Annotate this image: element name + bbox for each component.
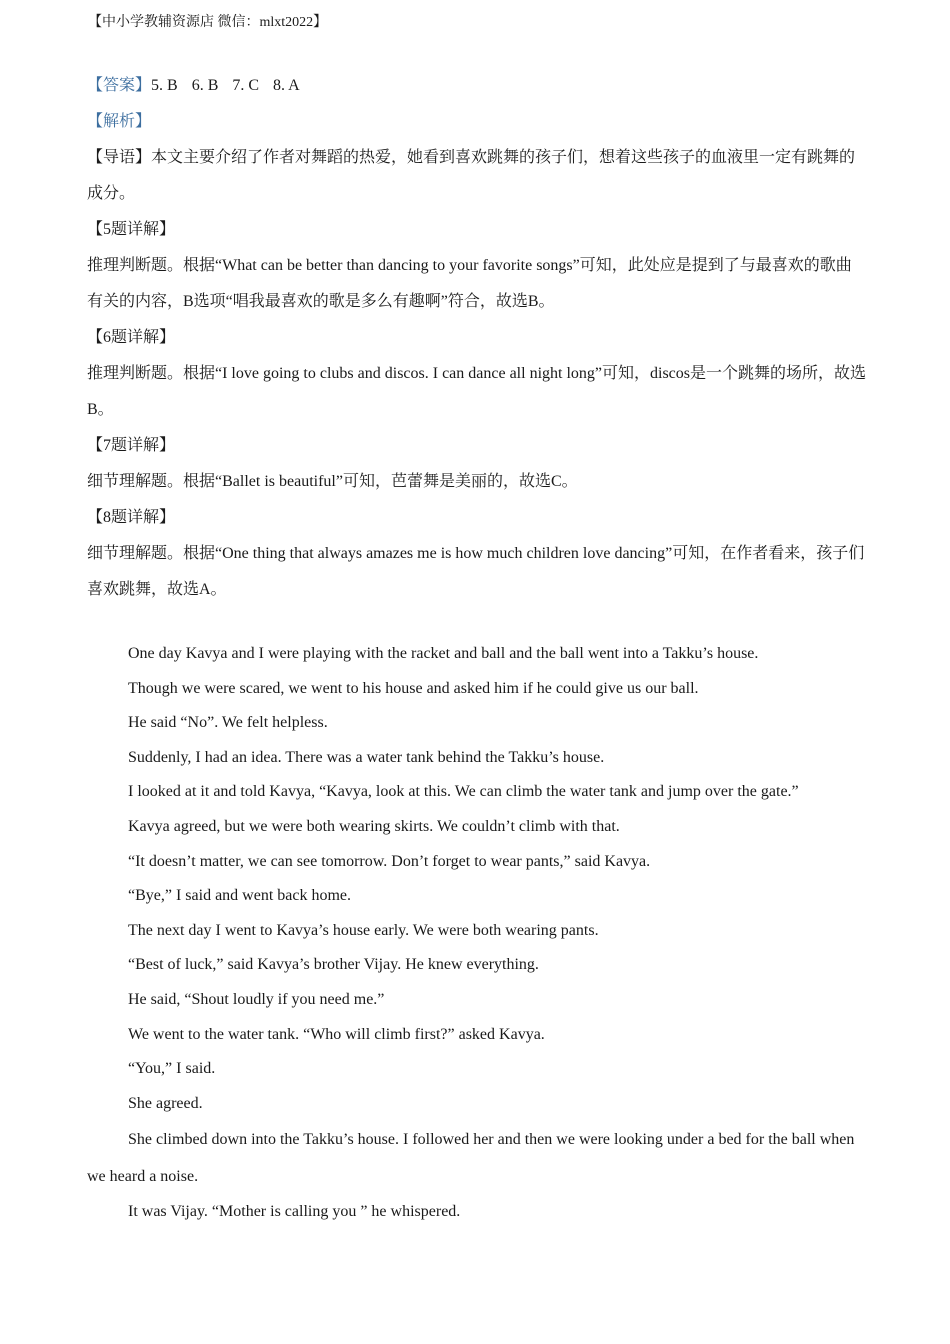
question-8-heading: 【8题详解】 xyxy=(87,509,176,526)
watermark-header: 【中小学教辅资源店 微信：mlxt2022】 xyxy=(88,15,328,30)
passage-paragraph: Suddenly, I had an idea. There was a water tank behind the Takku’s house. xyxy=(128,748,605,766)
passage-paragraph: Though we were scared, we went to his house and asked him if he could give us our ball. xyxy=(128,679,699,697)
answer-5: 5. B xyxy=(151,77,178,94)
passage-paragraph: She agreed. xyxy=(128,1094,203,1112)
passage-paragraph: “You,” I said. xyxy=(128,1060,216,1078)
passage-paragraph: He said, “Shout loudly if you need me.” xyxy=(128,990,385,1008)
passage-paragraph: She climbed down into the Takku’s house. I followed her and then we were looking under a bed for the ball when we heard a noise. xyxy=(87,1131,855,1186)
intro-paragraph xyxy=(87,140,867,212)
question-8-explanation: 细节理解题。根据“One thing that always amazes me is how much children love dancing”可知，在作者看来，孩子们喜欢跳舞，故选A。 xyxy=(87,545,865,598)
reading-passage xyxy=(87,637,867,1230)
question-5-heading: 【5题详解】 xyxy=(87,221,176,238)
question-5-explanation: 推理判断题。根据“What can be better than dancing to your favorite songs”可知，此处应是提到了与最喜欢的歌曲有关的内容，B选项“唱我最喜欢的歌是多么有趣啊”符合，故选B。 xyxy=(87,257,852,310)
intro-tag: 【导语】 xyxy=(87,149,152,166)
passage-paragraph: He said “No”. We felt helpless. xyxy=(128,714,328,732)
question-7-heading: 【7题详解】 xyxy=(87,437,176,454)
passage-paragraph: “Bye,” I said and went back home. xyxy=(128,887,352,905)
passage-paragraph: “Best of luck,” said Kavya’s brother Vijay. He knew everything. xyxy=(128,956,539,974)
answer-8: 8. A xyxy=(273,77,300,94)
passage-paragraph: I looked at it and told Kavya, “Kavya, look at this. We can climb the water tank and jump over the gate.” xyxy=(128,783,799,801)
passage-paragraph: One day Kavya and I were playing with the racket and ball and the ball went into a Takku’s house. xyxy=(128,645,759,662)
passage-paragraph: The next day I went to Kavya’s house early. We were both wearing pants. xyxy=(128,921,599,939)
passage-paragraph: It was Vijay. “Mother is calling you ” he whispered. xyxy=(128,1203,461,1221)
question-7-explanation: 细节理解题。根据“Ballet is beautiful”可知，芭蕾舞是美丽的，故选C。 xyxy=(87,473,578,490)
passage-paragraph: We went to the water tank. “Who will climb first?” asked Kavya. xyxy=(128,1025,545,1043)
question-6-explanation: 推理判断题。根据“I love going to clubs and discos. I can dance all night long”可知，discos是一个跳舞的场所，故选B。 xyxy=(87,365,867,418)
answer-section xyxy=(87,68,867,104)
answer-7: 7. C xyxy=(232,77,260,94)
passage-paragraph: “It doesn’t matter, we can see tomorrow. Don’t forget to wear pants,” said Kavya. xyxy=(128,852,651,870)
answer-label: 【答案】 xyxy=(87,77,152,94)
answer-6: 6. B xyxy=(191,77,219,94)
analysis-section xyxy=(87,104,867,608)
passage-paragraph: Kavya agreed, but we were both wearing skirts. We couldn’t climb with that. xyxy=(128,817,620,835)
analysis-label: 【解析】 xyxy=(87,113,152,130)
intro-text: 本文主要介绍了作者对舞蹈的热爱，她看到喜欢跳舞的孩子们，想着这些孩子的血液里一定有跳舞的成分。 xyxy=(87,149,856,202)
question-6-heading: 【6题详解】 xyxy=(87,329,176,346)
